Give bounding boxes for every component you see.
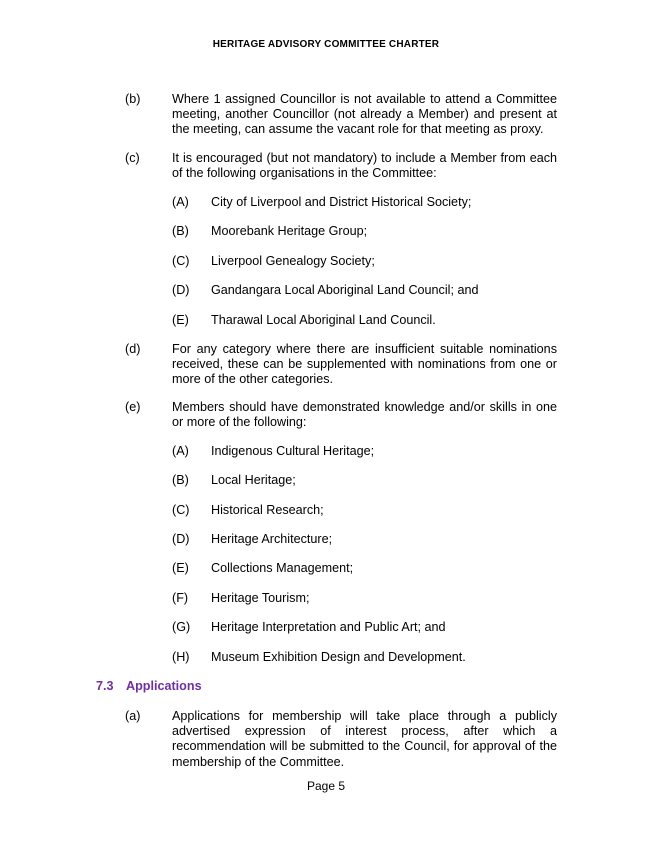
list-item bbox=[172, 254, 375, 269]
list-item-text: Heritage Architecture; bbox=[211, 532, 333, 546]
clause-c bbox=[125, 151, 557, 181]
list-item-text: City of Liverpool and District Historical Society; bbox=[211, 195, 472, 209]
clause-label: (a) bbox=[125, 709, 141, 723]
list-item-text: Heritage Tourism; bbox=[211, 591, 310, 605]
section-heading bbox=[96, 679, 202, 693]
clause-e bbox=[125, 400, 557, 430]
list-item bbox=[172, 444, 374, 459]
list-item bbox=[172, 224, 367, 239]
list-item bbox=[172, 650, 466, 665]
page-number: Page 5 bbox=[306, 779, 346, 793]
clause-d bbox=[125, 342, 557, 388]
list-item bbox=[172, 532, 332, 547]
list-item-text: Indigenous Cultural Heritage; bbox=[211, 444, 375, 458]
list-item bbox=[172, 473, 296, 488]
list-item bbox=[172, 591, 309, 606]
clause-label: (c) bbox=[125, 151, 140, 165]
list-item-label: (A) bbox=[172, 195, 189, 209]
list-item bbox=[172, 503, 324, 518]
list-item-text: Tharawal Local Aboriginal Land Council. bbox=[211, 313, 436, 327]
clause-text: It is encouraged (but not mandatory) to include a Member from each of the following organisations in the Committee: bbox=[172, 151, 557, 181]
list-item bbox=[172, 313, 436, 328]
clause-label: (e) bbox=[125, 400, 141, 414]
list-item bbox=[172, 283, 478, 298]
list-item-text: Museum Exhibition Design and Development. bbox=[211, 650, 466, 664]
list-item-label: (C) bbox=[172, 503, 190, 517]
clause-b bbox=[125, 92, 557, 138]
list-item-label: (C) bbox=[172, 254, 190, 268]
list-item-text: Liverpool Genealogy Society; bbox=[211, 254, 375, 268]
list-item-label: (G) bbox=[172, 620, 191, 634]
clause-a bbox=[125, 709, 557, 770]
clause-text: Applications for membership will take place through a publicly advertised expression of interest process, after which a recommendation will be submitted to the Council, for approval of the membership of the Committee. bbox=[172, 709, 557, 769]
list-item-text: Local Heritage; bbox=[211, 473, 296, 487]
list-item-label: (B) bbox=[172, 224, 189, 238]
list-item-label: (F) bbox=[172, 591, 189, 605]
list-item-text: Heritage Interpretation and Public Art; and bbox=[211, 620, 446, 634]
list-item-label: (D) bbox=[172, 532, 190, 546]
list-item-label: (E) bbox=[172, 561, 189, 575]
section-number: 7.3 bbox=[96, 679, 114, 693]
clause-text: Members should have demonstrated knowledge and/or skills in one or more of the following: bbox=[172, 400, 557, 430]
section-title: Applications bbox=[126, 679, 202, 693]
list-item-label: (E) bbox=[172, 313, 189, 327]
clause-label: (d) bbox=[125, 342, 141, 356]
page-header: HERITAGE ADVISORY COMMITTEE CHARTER bbox=[212, 39, 440, 50]
list-item bbox=[172, 195, 471, 210]
list-item bbox=[172, 620, 446, 635]
list-item-text: Historical Research; bbox=[211, 503, 324, 517]
list-item-label: (D) bbox=[172, 283, 190, 297]
clause-text: For any category where there are insufficient suitable nominations received, these can be supplemented with nominations from one or more of the other categories. bbox=[172, 342, 557, 387]
list-item bbox=[172, 561, 353, 576]
list-item-label: (A) bbox=[172, 444, 189, 458]
list-item-label: (H) bbox=[172, 650, 190, 664]
list-item-label: (B) bbox=[172, 473, 189, 487]
list-item-text: Gandangara Local Aboriginal Land Council; and bbox=[211, 283, 479, 297]
list-item-text: Moorebank Heritage Group; bbox=[211, 224, 368, 238]
clause-text: Where 1 assigned Councillor is not available to attend a Committee meeting, another Councillor (not already a Member) and present at the meeting, can assume the vacant role for that meeting as proxy. bbox=[172, 92, 557, 137]
clause-label: (b) bbox=[125, 92, 141, 106]
list-item-text: Collections Management; bbox=[211, 561, 354, 575]
